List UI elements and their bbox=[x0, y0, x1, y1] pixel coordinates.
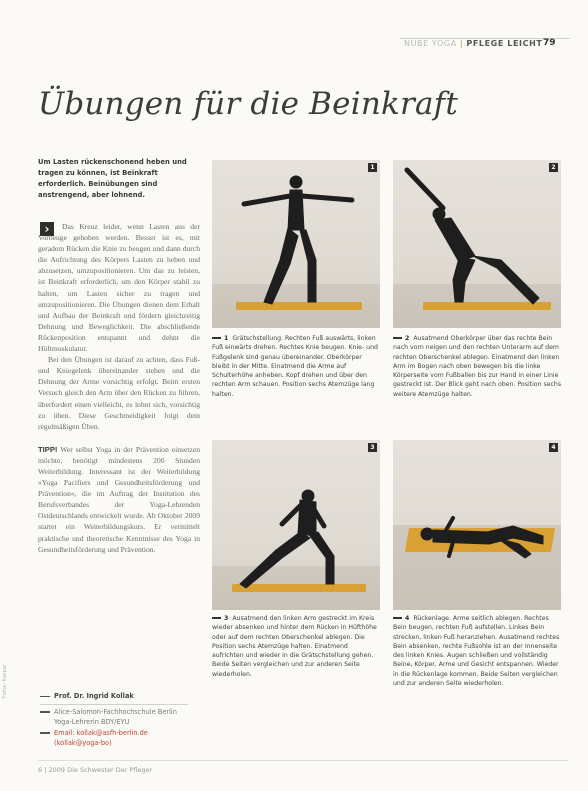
caption-dash bbox=[212, 337, 221, 339]
bullet-spacer bbox=[40, 722, 50, 724]
tipp-text: Wer selbst Yoga in der Prävention einsetzen möchte, benötigt mindestens 200 Stunden Weiterbildung. Interessant ist der Weiterbildung »Yoga Pacifiers und Gesundheitsförderung und Prävention«, die im Auftrag der Institution des Berufsverbandes der Yoga-Lehrenden Ostdeutschlands entwickelt wurde. Ab Oktober 2009 startet ein Weiterbildungskurs. Er vermittelt praktische und theoretische Kenntnisse des Yoga in Gesundheitsförderung und Prävention. bbox=[38, 444, 200, 554]
author-affiliation: Alice-Salomon-Fachhochschule Berlin bbox=[54, 707, 177, 716]
author-email-link[interactable]: Email: kollak@asfh-berlin.de bbox=[54, 728, 148, 737]
body-paragraph-1: Das Kreuz leidet, wenn Lasten aus der Vorbeuge gehoben werden. Besser ist es, mit geradem Rücken die Knie zu beugen und dann durch die Aufrichtung des Körpers Lasten zu heben und abzusetzen, umzupositionieren. Um das zu leisten, ist Beinkraft erforderlich, um den Körper stabil zu halten, um Lasten sicher zu tragen und umzupositionieren. Die Übungen dienen dem Erhalt und Aufbau der Beinkraft und fördern gleichzeitig Dehnung und Beweglichkeit. Die abschließende Rückenposition entspannt und dehnt die Hüftmuskulatur. bbox=[38, 222, 200, 354]
bullet bbox=[40, 711, 50, 713]
bullet-spacer bbox=[40, 743, 50, 745]
caption-text: Ausatmend Oberkörper über das rechte Bein nach vorn neigen und den rechten Unterarm auf dem rechten Oberschenkel ablegen. Einatmend den linken Arm im Bogen nach oben bewegen bis die linke Körperseite vom Fußballen bis zur Hand in einer Linie gestreckt ist. Der Blick geht nach oben. Position sechs weitere Atemzüge halten. bbox=[393, 335, 562, 398]
running-header bbox=[404, 39, 542, 48]
body-text bbox=[38, 221, 200, 555]
caption-number: 2 bbox=[405, 335, 410, 342]
caption-text: Rückenlage. Arme seitlich ablegen. Rechtes Bein beugen, rechten Fuß aufstellen. Linkes Bein strecken, linken Fuß heranziehen. Ausatmend rechtes Bein absenken, rechte Fußsohle ist an der Innenseite des linken Knies. Augen schließen und vollständig Beine, Körper, Arme und Gesicht entspannen. Wieder in die Rückenlage kommen. Beide Seiten vergleichen und zur anderen Seite wiederholen. bbox=[393, 615, 560, 688]
photo-3 bbox=[212, 440, 380, 610]
photo-number-badge: 1 bbox=[368, 163, 377, 172]
author-name-row bbox=[40, 691, 210, 702]
photo-1 bbox=[212, 160, 380, 328]
author-box bbox=[40, 691, 210, 749]
author-web-row bbox=[40, 738, 210, 749]
header-section: NUBE YOGA bbox=[404, 39, 457, 48]
caption-3 bbox=[212, 614, 380, 679]
author-name: Prof. Dr. Ingrid Kollak bbox=[54, 692, 134, 700]
author-qualification: Yoga-Lehrerin BDY/EYU bbox=[54, 718, 130, 726]
caption-dash bbox=[393, 617, 402, 619]
author-qualification-row bbox=[40, 717, 210, 728]
bullet bbox=[40, 696, 50, 698]
header-separator: | bbox=[459, 39, 464, 48]
author-rule bbox=[40, 704, 188, 705]
page-title: Übungen für die Beinkraft bbox=[38, 86, 459, 122]
tipp-paragraph bbox=[38, 444, 200, 555]
arrow-icon: › bbox=[40, 222, 54, 236]
footer-issue: 6 | 2009 Die Schwester Der Pfleger bbox=[38, 766, 153, 774]
page-number: 79 bbox=[543, 38, 556, 48]
photo-credit: Fotos: Kaspar bbox=[2, 664, 8, 698]
figure-warrior-pose bbox=[212, 160, 380, 328]
photo-2 bbox=[393, 160, 561, 328]
body-paragraph-2 bbox=[38, 354, 200, 432]
caption-number: 4 bbox=[405, 615, 410, 622]
photo-number-badge: 3 bbox=[368, 443, 377, 452]
body-paragraph-2-text: Bei den Übungen ist darauf zu achten, dass Fuß- und Kniegelenk übereinander stehen und die Dehnung der Arme vorsichtig erfolgt. Beim ersten Versuch gleich den Arm über den Rücken zu führen, überfordert einen vielleicht, es lohnt sich, vorsichtig zu üben. Diese Geschmeidigkeit folgt dem regelmäßigen Üben. bbox=[38, 355, 200, 431]
caption-dash bbox=[393, 337, 402, 339]
header-topic: PFLEGE LEICHT bbox=[466, 39, 543, 48]
author-email-row bbox=[40, 728, 210, 739]
figure-side-angle-pose bbox=[393, 160, 561, 328]
author-web-link[interactable]: (kollak@yoga-bo) bbox=[54, 739, 112, 747]
figure-supine-pose bbox=[393, 440, 561, 610]
tipp-label: TIPP! bbox=[38, 444, 58, 454]
photo-number-badge: 2 bbox=[549, 163, 558, 172]
caption-text: Grätschstellung. Rechten Fuß auswärts, linken Fuß einwärts drehen. Rechtes Knie beugen. Knie- und Fußgelenk sind genau übereinander. Oberkörper bleibt in der Mitte. Einatmend die Arme auf Schulterhöhe anheben. Kopf drehen und über den rechten Arm schauen. Position sechs Atemzüge lang halten. bbox=[212, 335, 378, 398]
caption-2 bbox=[393, 334, 563, 399]
intro-teaser: Um Lasten rückenschonend heben und tragen zu können, ist Beinkraft erforderlich. Beinübungen sind anstrengend, aber lohnend. bbox=[38, 158, 187, 199]
caption-number: 1 bbox=[224, 335, 229, 342]
caption-text: Ausatmend den linken Arm gestreckt im Kreis wieder absenken und hinter dem Rücken in Hüfthöhe oder auf dem rechten Oberschenkel ablegen. Die Position sechs Atemzüge halten. Einatmend aufrichten und wieder in die Grätschstellung gehen. Beide Seiten vergleichen und zur anderen Seite wiederholen. bbox=[212, 615, 377, 678]
caption-number: 3 bbox=[224, 615, 229, 622]
photo-4 bbox=[393, 440, 561, 610]
caption-1 bbox=[212, 334, 380, 399]
photo-number-badge: 4 bbox=[549, 443, 558, 452]
footer-rule bbox=[38, 760, 568, 761]
bullet bbox=[40, 732, 50, 734]
author-affiliation-row bbox=[40, 707, 210, 718]
figure-arm-bind-pose bbox=[212, 440, 380, 610]
caption-4 bbox=[393, 614, 563, 688]
caption-dash bbox=[212, 617, 221, 619]
